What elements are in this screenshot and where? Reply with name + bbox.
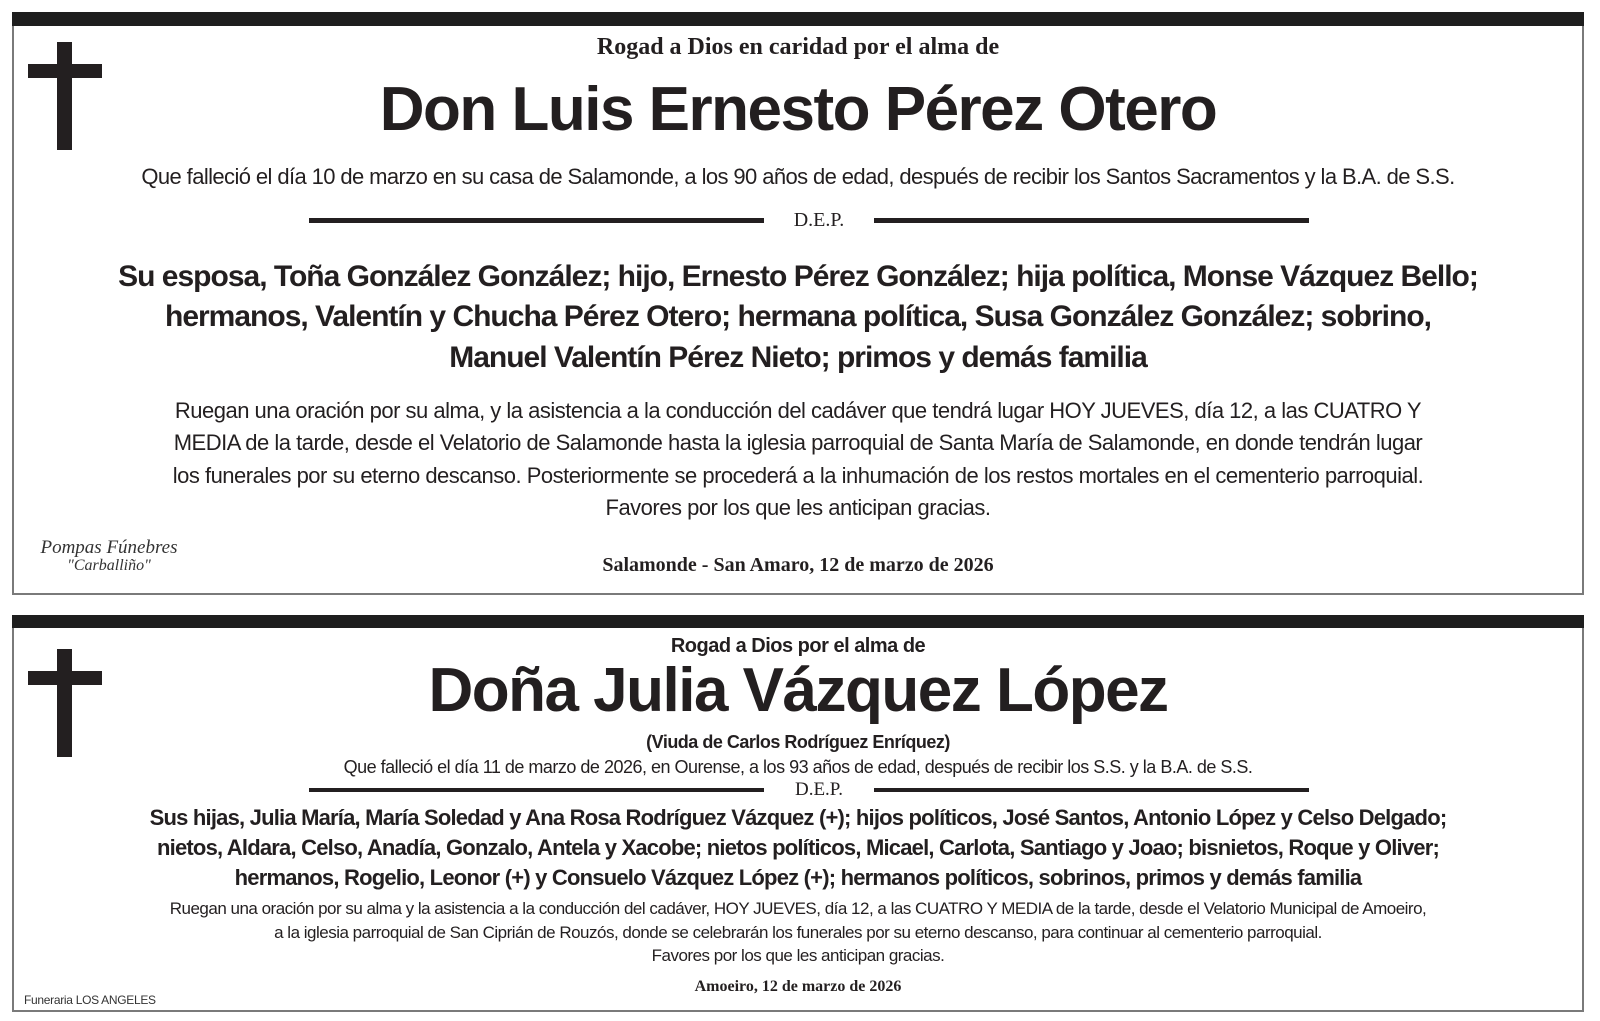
intro-text: Rogad a Dios por el alma de [670,635,926,657]
request-line: a la iglesia parroquial de San Ciprián de Rouzós, donde se celebrarán los funerales por su eterno descanso, para continuar al cementerio parroquial. [274,923,1322,942]
funeral-home-town: "Carballiño" [67,557,151,574]
family-line: hermanos, Rogelio, Leonor (+) y Consuelo Vázquez López (+); hermanos políticos, sobrinos, primos y demás familia [234,865,1362,890]
request-line: los funerales por su eterno descanso. Posteriormente se procederá a la inhumación de los restos mortales en el cementerio parroquial. [172,463,1424,488]
request-line: Ruegan una oración por su alma y la asistencia a la conducción del cadáver, HOY JUEVES, día 12, a las CUATRO Y MEDIA de la tarde, desde el Velatorio Municipal de Amoeiro, [169,899,1427,918]
request-line: Favores por los que les anticipan gracias. [605,495,991,520]
intro-text: Rogad a Dios en caridad por el alma de [596,34,1000,60]
dep-label: D.E.P. [793,209,845,231]
request-line: Favores por los que les anticipan gracias. [651,946,945,965]
family-line: Manuel Valentín Pérez Nieto; primos y demás familia [449,341,1147,374]
dep-label: D.E.P. [794,779,844,800]
deceased-name: Doña Julia Vázquez López [428,656,1168,725]
funeral-home-name: Pompas Fúnebres [40,537,178,558]
family-line: hermanos, Valentín y Chucha Pérez Otero; hermana política, Susa González González; sobrino, [165,300,1431,333]
dep-divider [14,209,1582,232]
funeral-home-logo [34,537,184,575]
deceased-subtitle: (Viuda de Carlos Rodríguez Enríquez) [646,732,950,752]
place-date: Salamonde - San Amaro, 12 de marzo de 2026 [602,554,994,576]
deceased-name: Don Luis Ernesto Pérez Otero [379,75,1217,144]
divider-rule-right [874,218,1309,223]
request-line: Ruegan una oración por su alma, y la asistencia a la conducción del cadáver que tendrá lugar HOY JUEVES, día 12, a las CUATRO Y [174,398,1422,423]
top-bar [12,12,1584,26]
divider-rule-right [874,788,1309,792]
divider-rule-left [309,218,764,223]
request-line: MEDIA de la tarde, desde el Velatorio de Salamonde hasta la iglesia parroquial de Santa María de Salamonde, en donde tendrán lugar [173,430,1423,455]
family-line: Su esposa, Toña González González; hijo, Ernesto Pérez González; hija política, Monse Vázquez Bello; [118,260,1478,293]
family-line: nietos, Aldara, Celso, Anadía, Gonzalo, Antela y Xacobe; nietos políticos, Micael, Carlota, Santiago y Joao; bisnietos, Roque y Oliver; [157,835,1439,860]
divider-rule-left [309,788,764,792]
death-notice: Que falleció el día 10 de marzo en su casa de Salamonde, a los 90 años de edad, después de recibir los Santos Sacramentos y la B.A. de S.S. [141,164,1455,189]
funeral-home-name: Funeraria LOS ANGELES [24,993,156,1007]
place-date: Amoeiro, 12 de marzo de 2026 [694,978,902,995]
top-bar [12,615,1584,628]
family-line: Sus hijas, Julia María, María Soledad y Ana Rosa Rodríguez Vázquez (+); hijos políticos, José Santos, Antonio López y Celso Delgado; [149,805,1447,830]
dep-divider [14,781,1582,801]
obituary-panel-2 [12,615,1584,1012]
death-notice: Que falleció el día 11 de marzo de 2026, en Ourense, a los 93 años de edad, después de recibir los S.S. y la B.A. de S.S. [343,757,1253,777]
obituary-panel-1 [12,12,1584,595]
